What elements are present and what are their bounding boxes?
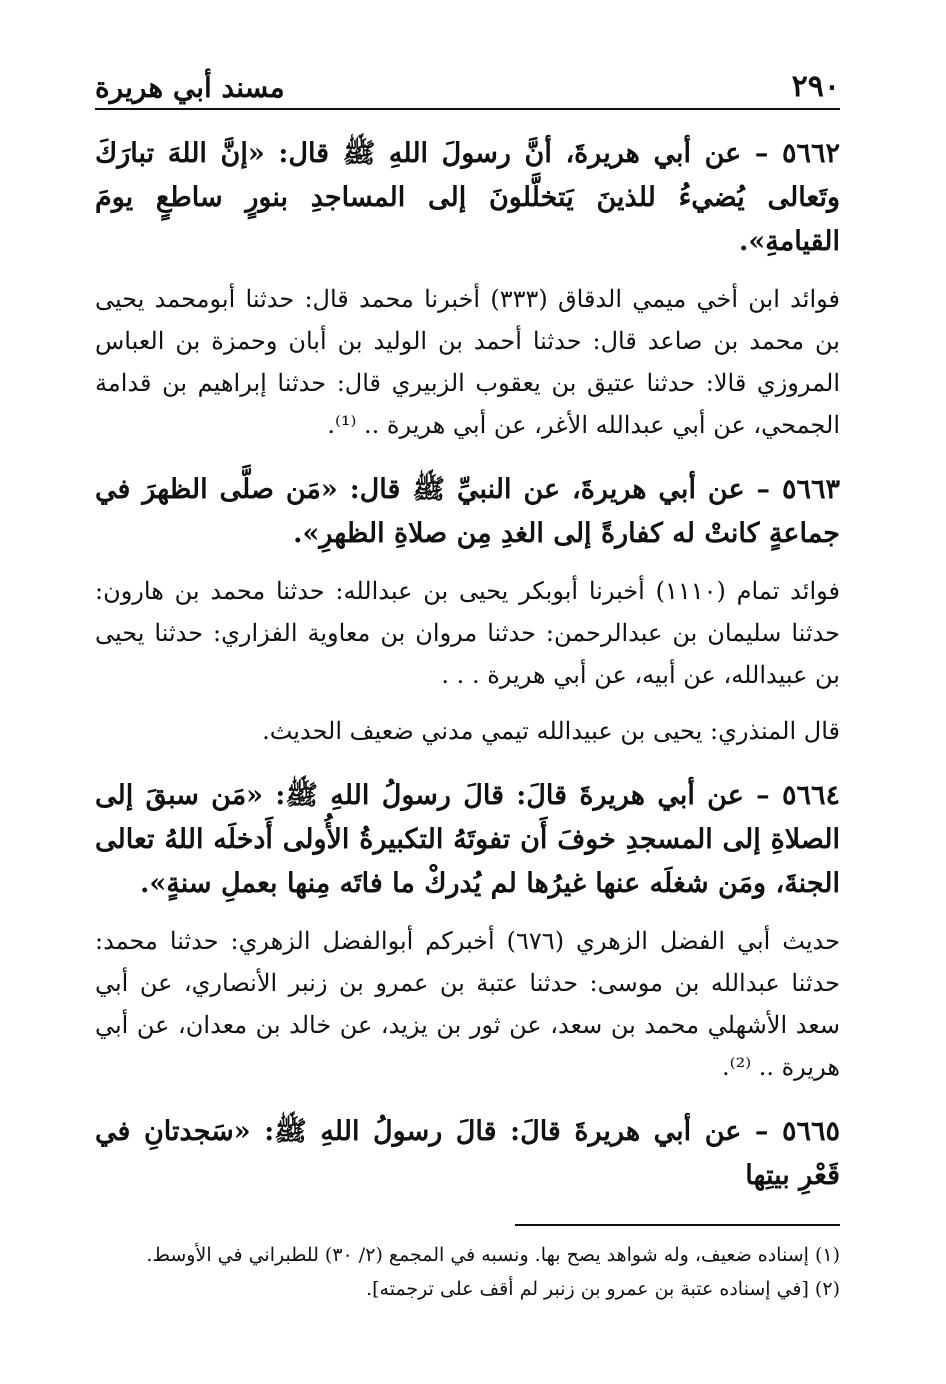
hadith-5664: ٥٦٦٤ – عن أبي هريرةَ قالَ: قالَ رسولُ اللهِ ﷺ: «مَن سبقَ إلى الصلاةِ إلى المسجدِ خوفَ أَن تفوتَهُ التكبيرةُ الأُولى أَدخلَه اللهُ تعالى الجنةَ، ومَن شغلَه عنها غيرُها لم يُدركْ ما فاتَه مِنها بعملِ سنةٍ». bbox=[95, 780, 840, 899]
hadith-5663: ٥٦٦٣ – عن أبي هريرةَ، عن النبيِّ ﷺ قال: «مَن صلَّى الظهرَ في جماعةٍ كانتْ له كفارةً إلى الغدِ مِن صلاةِ الظهرِ». bbox=[95, 474, 840, 549]
footnote-2: (٢) [في إسناده عتبة بن عمرو بن زنبر لم أقف على ترجمته]. bbox=[366, 1278, 840, 1300]
running-header bbox=[95, 62, 840, 110]
footnotes bbox=[95, 1238, 840, 1306]
source-note: حديث أبي الفضل الزهري (٦٧٦) أخبركم أبوالفضل الزهري: حدثنا محمد: حدثنا عبدالله بن موسى: حدثنا عتبة بن عمرو بن زنبر الأنصاري، عن أبي سعد الأشهلي محمد بن سعد، عن ثور بن يزيد، عن خالد بن معدان، عن أبي هريرة .. ⁽²⁾. bbox=[95, 927, 840, 1081]
source-note: فوائد تمام (١١١٠) أخبرنا أبوبكر يحيى بن عبدالله: حدثنا محمد بن هارون: حدثنا سليمان بن عبدالرحمن: حدثنا مروان بن معاوية الفزاري: حدثنا يحيى بن عبيدالله، عن أبيه، عن أبي هريرة . . . bbox=[95, 577, 840, 689]
book-title: مسند أبي هريرة bbox=[95, 71, 285, 104]
page bbox=[95, 62, 840, 1306]
source-note: فوائد ابن أخي ميمي الدقاق (٣٣٣) أخبرنا محمد قال: حدثنا أبومحمد يحيى بن محمد بن صاعد قال: حدثنا أحمد بن الوليد بن أبان وحمزة بن العباس المروزي قالا: حدثنا عتيق بن يعقوب الزبيري قال: حدثنا إبراهيم بن قدامة الجمحي، عن أبي عبدالله الأغر، عن أبي هريرة .. ⁽¹⁾. bbox=[95, 285, 840, 439]
hadith-5665: ٥٦٦٥ – عن أبي هريرةَ قالَ: قالَ رسولُ اللهِ ﷺ: «سَجدتانِ في قَعْرِ بيتِها bbox=[95, 1116, 840, 1191]
page-number: ٢٩٠ bbox=[791, 69, 840, 104]
footnote-1: (١) إسناده ضعيف، وله شواهد يصح بها. ونسبه في المجمع (٢/ ٣٠) للطبراني في الأوسط. bbox=[146, 1244, 840, 1266]
footnote-divider bbox=[515, 1224, 840, 1226]
hadith-5662: ٥٦٦٢ – عن أبي هريرةَ، أنَّ رسولَ اللهِ ﷺ قال: «إنَّ اللهَ تبارَكَ وتَعالى يُضيءُ للذينَ يَتخلَّلونَ إلى المساجدِ بنورٍ ساطعٍ يومَ القيامةِ». bbox=[95, 138, 840, 257]
commentary-note: قال المنذري: يحيى بن عبيدالله تيمي مدني ضعيف الحديث. bbox=[262, 717, 840, 745]
